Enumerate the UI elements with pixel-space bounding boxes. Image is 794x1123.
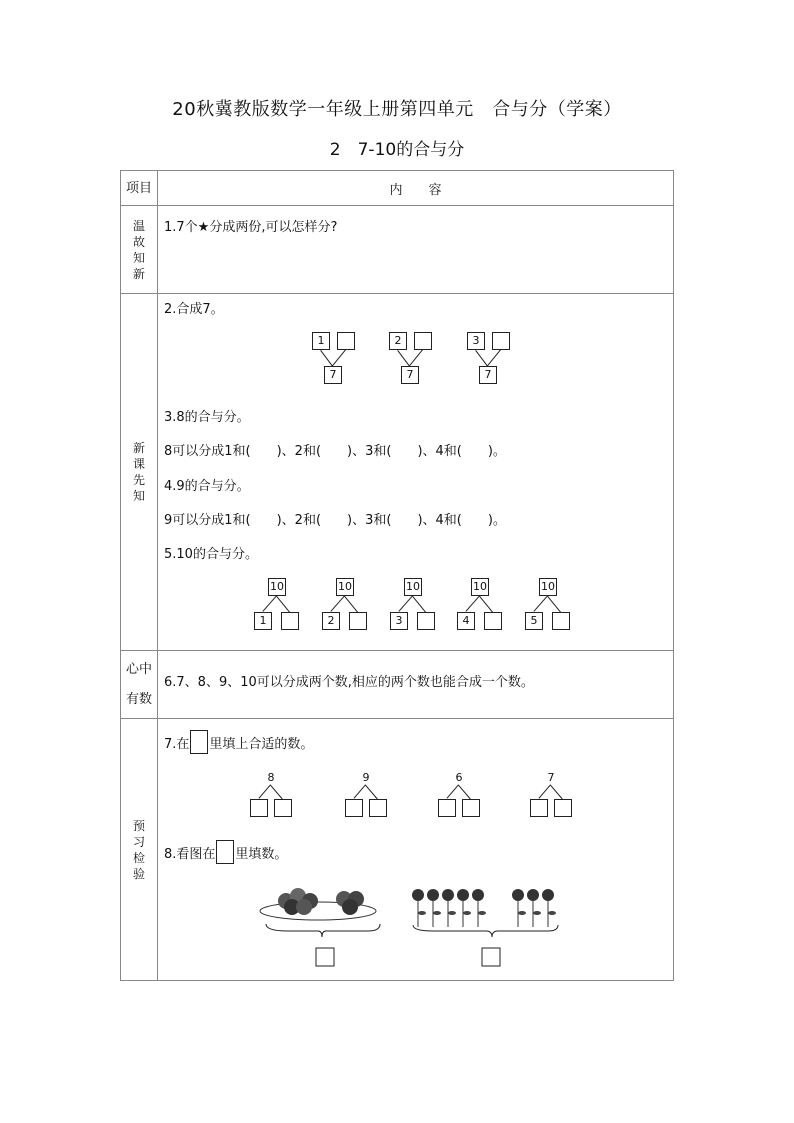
answer-box[interactable] (274, 799, 292, 817)
question-2: 2.合成7。 (164, 302, 224, 317)
connector-line (538, 784, 551, 799)
question-1: 1.7个★分成两份,可以怎样分? (164, 220, 338, 235)
connector-line (344, 596, 358, 613)
addend-box: 2 (389, 332, 407, 350)
connector-line (262, 595, 277, 612)
answer-box[interactable] (316, 948, 334, 966)
sum-box: 7 (401, 366, 419, 384)
question-6: 6.7、8、9、10可以分成两个数,相应的两个数也能合成一个数。 (164, 675, 534, 690)
apple-plate-icon (260, 888, 376, 920)
total-box: 10 (336, 578, 354, 596)
connector-line (353, 784, 366, 799)
connector-line (276, 596, 290, 613)
answer-box[interactable] (337, 332, 355, 350)
connector-line (320, 350, 333, 367)
total-box: 10 (404, 578, 422, 596)
connector-line (412, 596, 426, 613)
answer-box[interactable] (250, 799, 268, 817)
connector-line (270, 785, 283, 800)
connector-line (446, 784, 459, 799)
question-8: 8.看图在 里填数。 (164, 840, 287, 864)
connector-line (533, 595, 548, 612)
answer-box[interactable] (369, 799, 387, 817)
answer-box[interactable] (530, 799, 548, 817)
new-cell (158, 294, 674, 651)
answer-box[interactable] (552, 612, 570, 630)
connector-line (487, 349, 501, 366)
worksheet-table (120, 170, 674, 981)
answer-box[interactable] (462, 799, 480, 817)
answer-box[interactable] (492, 332, 510, 350)
part-box: 5 (525, 612, 543, 630)
answer-box[interactable] (414, 332, 432, 350)
header-content: 内 容 (158, 171, 674, 206)
label-new: 新课先知 (121, 294, 158, 651)
answer-box[interactable] (438, 799, 456, 817)
answer-box[interactable] (484, 612, 502, 630)
connector-line (398, 595, 413, 612)
answer-box-icon (216, 840, 234, 864)
label-review: 温故知新 (121, 206, 158, 294)
connector-line (409, 349, 423, 366)
connector-line (465, 595, 480, 612)
answer-box[interactable] (554, 799, 572, 817)
flower-icon (412, 889, 556, 927)
connector-line (547, 596, 561, 613)
answer-box[interactable] (482, 948, 500, 966)
part-box: 2 (322, 612, 340, 630)
header-item: 项目 (121, 171, 158, 206)
label-check: 预习检验 (121, 719, 158, 981)
answer-box[interactable] (345, 799, 363, 817)
answer-box[interactable] (417, 612, 435, 630)
answer-box[interactable] (349, 612, 367, 630)
question-3-fill[interactable]: 8可以分成1和( )、2和( )、3和( )、4和( )。 (164, 444, 506, 459)
connector-line (365, 785, 378, 800)
page-title: 20秋冀教版数学一年级上册第四单元 合与分（学案） (172, 99, 622, 120)
review-cell (158, 206, 674, 294)
top-number: 6 (455, 771, 463, 784)
top-number: 9 (362, 771, 370, 784)
question-4: 4.9的合与分。 (164, 479, 250, 494)
connector-line (550, 785, 563, 800)
sum-box: 7 (324, 366, 342, 384)
addend-box: 1 (312, 332, 330, 350)
connector-line (475, 350, 488, 367)
part-box: 1 (254, 612, 272, 630)
check-cell (158, 719, 674, 981)
total-box: 10 (268, 578, 286, 596)
sum-box: 7 (479, 366, 497, 384)
connector-line (330, 595, 345, 612)
question-4-fill[interactable]: 9可以分成1和( )、2和( )、3和( )、4和( )。 (164, 513, 506, 528)
mind-cell (158, 651, 674, 719)
label-mind: 心中 有数 (121, 651, 158, 719)
question-3: 3.8的合与分。 (164, 410, 250, 425)
total-box: 10 (539, 578, 557, 596)
question-5: 5.10的合与分。 (164, 547, 258, 562)
top-number: 8 (267, 771, 275, 784)
total-box: 10 (471, 578, 489, 596)
answer-box-icon (190, 730, 208, 754)
answer-box[interactable] (281, 612, 299, 630)
connector-line (397, 350, 410, 367)
part-box: 4 (457, 612, 475, 630)
question-7: 7.在 里填上合适的数。 (164, 730, 313, 754)
connector-line (458, 785, 471, 800)
part-box: 3 (390, 612, 408, 630)
top-number: 7 (547, 771, 555, 784)
connector-line (258, 784, 271, 799)
page-subtitle: 2 7-10的合与分 (329, 140, 465, 160)
connector-line (479, 596, 493, 613)
addend-box: 3 (467, 332, 485, 350)
q8-picture (258, 869, 588, 979)
connector-line (332, 349, 346, 366)
